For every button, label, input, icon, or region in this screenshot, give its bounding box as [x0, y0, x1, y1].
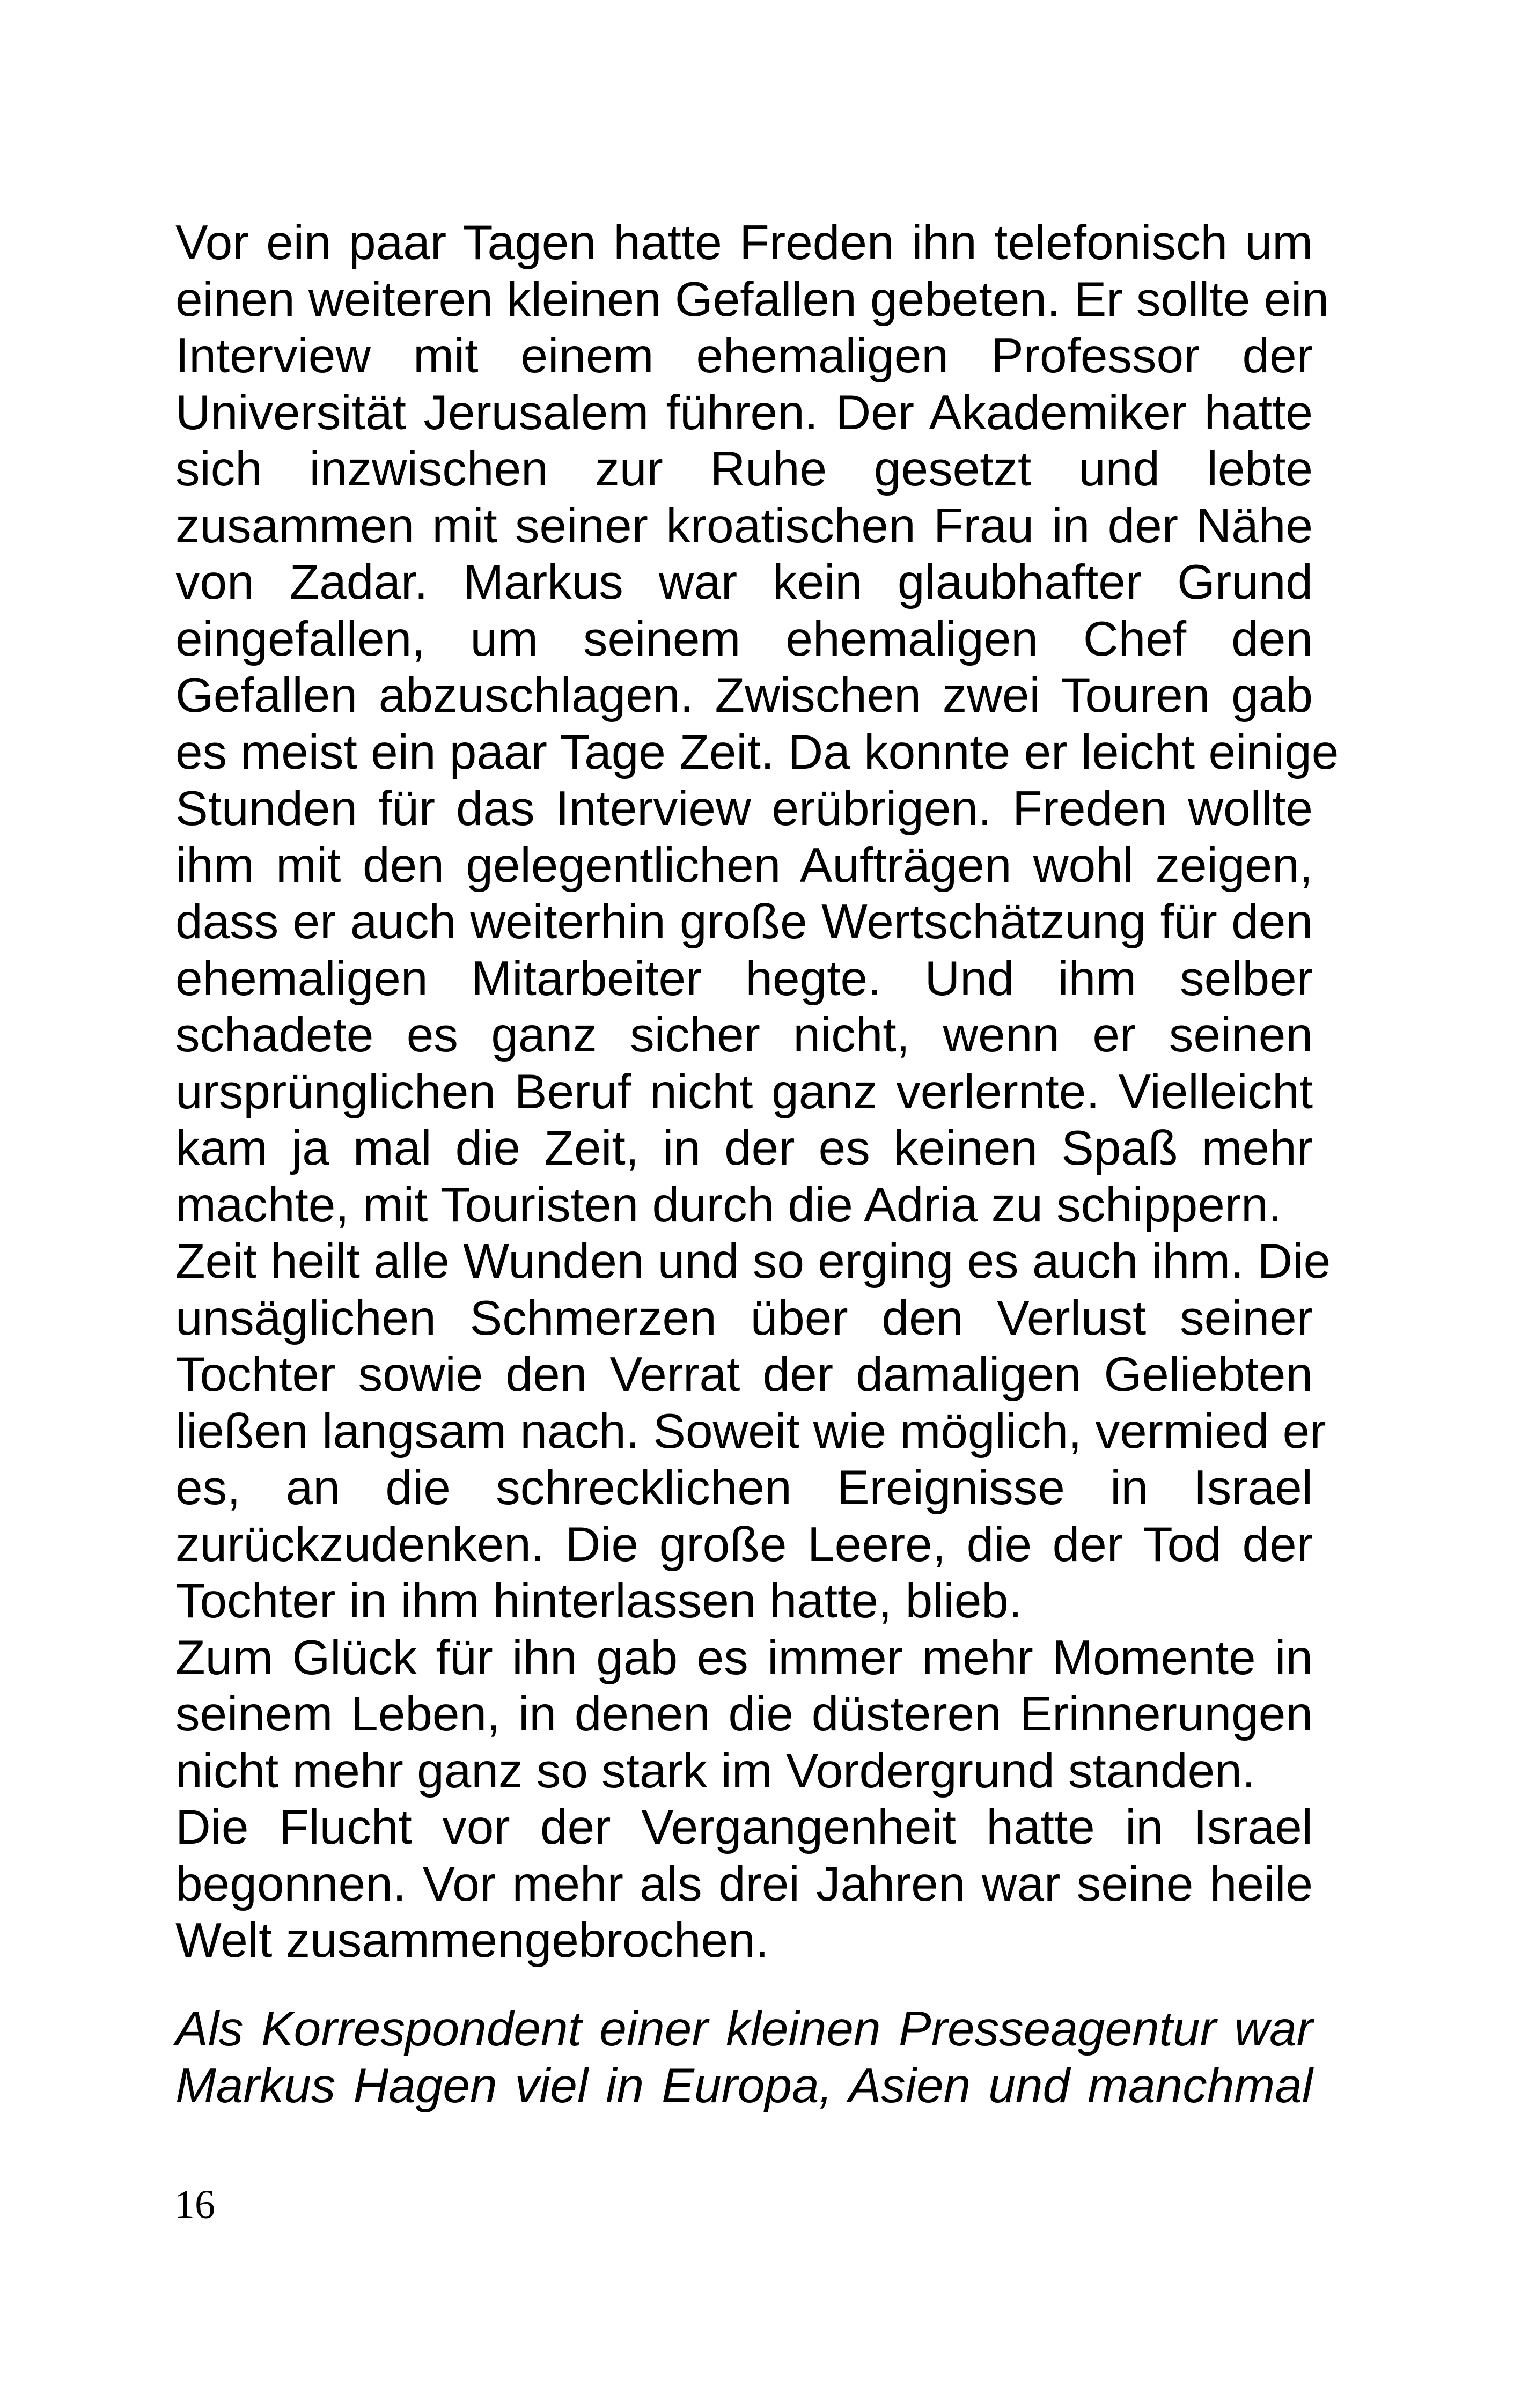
body-text-line: ursprünglichen Beruf nicht ganz verlernte. Vielleicht — [175, 1064, 1313, 1119]
italic-text-line: Markus Hagen viel in Europa, Asien und manchmal — [175, 2058, 1313, 2113]
body-text-line: zurückzudenken. Die große Leere, die der Tod der — [175, 1517, 1313, 1572]
body-text-line: ehemaligen Mitarbeiter hegte. Und ihm selber — [175, 951, 1313, 1006]
body-text-line: machte, mit Touristen durch die Adria zu schippern. — [175, 1177, 1282, 1232]
body-text-line: Gefallen abzuschlagen. Zwischen zwei Touren gab — [175, 668, 1313, 723]
body-text-line: eingefallen, um seinem ehemaligen Chef den — [175, 612, 1313, 666]
body-text-line: Vor ein paar Tagen hatte Freden ihn telefonisch um — [175, 216, 1313, 270]
body-text-line: einen weiteren kleinen Gefallen gebeten. Er sollte ein — [175, 272, 1329, 327]
body-text-line: Tochter sowie den Verrat der damaligen Geliebten — [175, 1347, 1313, 1402]
body-text-line: Zum Glück für ihn gab es immer mehr Momente in — [175, 1630, 1313, 1685]
body-text-line: dass er auch weiterhin große Wertschätzung für den — [175, 895, 1313, 949]
body-text-line: sich inzwischen zur Ruhe gesetzt und lebte — [175, 442, 1313, 496]
body-text-line: begonnen. Vor mehr als drei Jahren war seine heile — [175, 1857, 1313, 1911]
body-text-line: Zeit heilt alle Wunden und so erging es auch ihm. Die — [175, 1234, 1331, 1288]
body-text-line: ihm mit den gelegentlichen Aufträgen wohl zeigen, — [175, 838, 1313, 893]
body-text-line: kam ja mal die Zeit, in der es keinen Spaß mehr — [175, 1121, 1313, 1175]
body-text-line: zusammen mit seiner kroatischen Frau in der Nähe — [175, 498, 1313, 553]
body-text-line: es, an die schrecklichen Ereignisse in Israel — [175, 1461, 1313, 1515]
italic-flashback-text — [175, 2001, 1313, 2114]
body-text-line: Universität Jerusalem führen. Der Akademiker hatte — [175, 385, 1313, 440]
italic-text-line: Als Korrespondent einer kleinen Presseagentur war — [175, 2002, 1313, 2056]
body-text-line: nicht mehr ganz so stark im Vordergrund standen. — [175, 1743, 1256, 1798]
body-text-line: schadete es ganz sicher nicht, wenn er seinen — [175, 1008, 1313, 1062]
body-text-line: Stunden für das Interview erübrigen. Freden wollte — [175, 782, 1313, 836]
body-text-line: Die Flucht vor der Vergangenheit hatte in Israel — [175, 1800, 1313, 1854]
body-text — [175, 215, 1339, 1969]
body-text-line: von Zadar. Markus war kein glaubhafter Grund — [175, 555, 1313, 609]
body-text-line: Interview mit einem ehemaligen Professor der — [175, 329, 1313, 383]
body-text-line: ließen langsam nach. Soweit wie möglich, vermied er — [175, 1404, 1326, 1459]
body-text-line: unsäglichen Schmerzen über den Verlust seiner — [175, 1291, 1313, 1345]
page-number: 16 — [174, 2182, 215, 2227]
body-text-line: Tochter in ihm hinterlassen hatte, blieb. — [175, 1574, 1023, 1628]
body-text-line: Welt zusammengebrochen. — [175, 1913, 769, 1968]
body-text-line: seinem Leben, in denen die düsteren Erinnerungen — [175, 1687, 1313, 1741]
body-text-line: es meist ein paar Tage Zeit. Da konnte er leicht einige — [175, 725, 1339, 779]
